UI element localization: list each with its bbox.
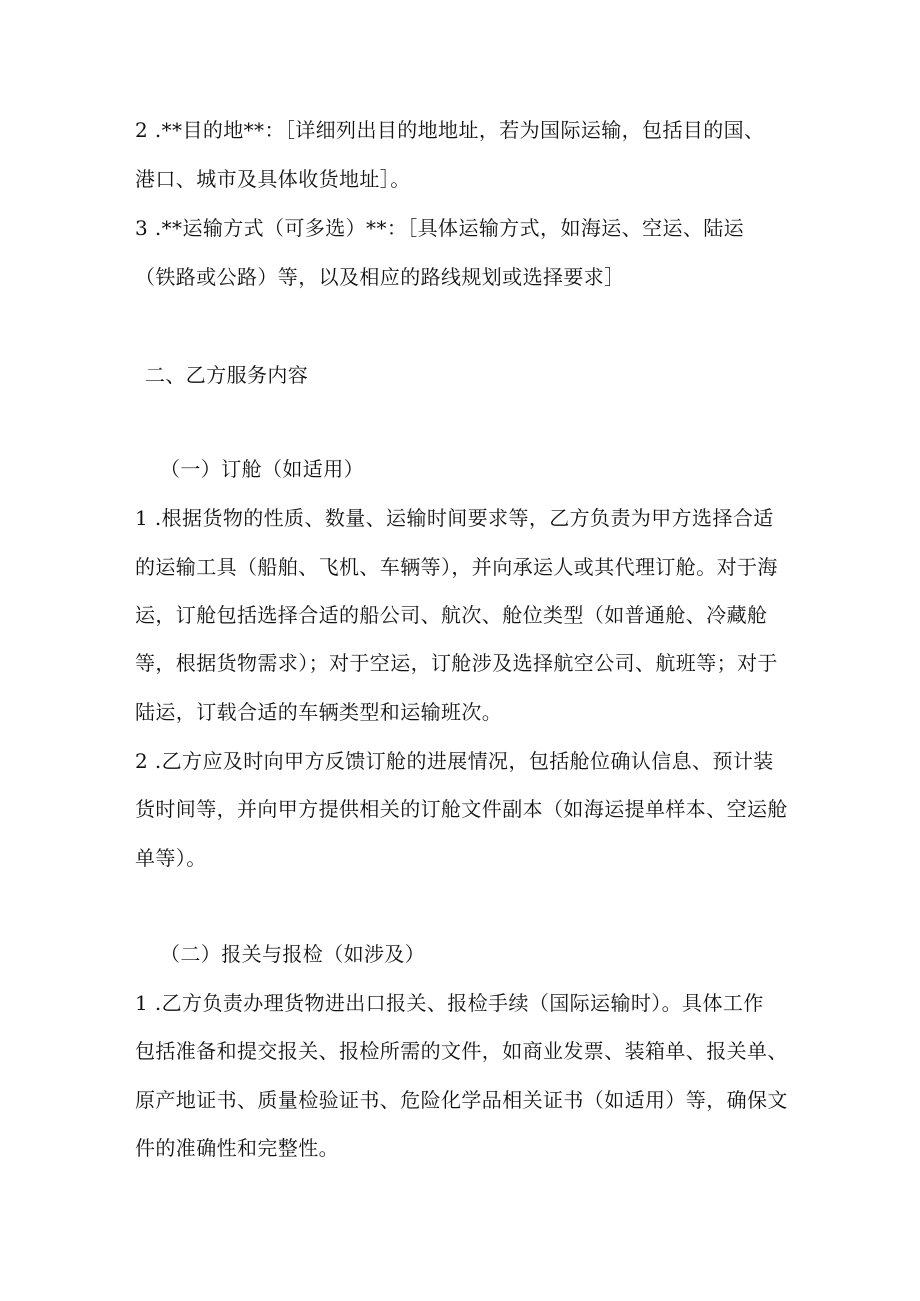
customs-p1-line-2: 包括准备和提交报关、报检所需的文件，如商业发票、装箱单、报关单、 (135, 1039, 788, 1063)
booking-p1-line-1: 1 .根据货物的性质、数量、运输时间要求等，乙方负责为甲方选择合适 (135, 506, 774, 530)
item3-line-2: （铁路或公路）等，以及相应的路线规划或选择要求］ (135, 265, 625, 289)
booking-p2-line-3: 单等）。 (135, 846, 207, 870)
customs-p1-line-4: 件的准确性和完整性。 (135, 1136, 339, 1160)
booking-p1-line-4: 等，根据货物需求）；对于空运，订舱涉及选择航空公司、航班等；对于 (135, 651, 778, 675)
booking-p1-line-3: 运，订舱包括选择合适的船公司、航次、舱位类型（如普通舱、冷藏舱 (135, 603, 768, 627)
item2-line-1: 2 .**目的地**：［详细列出目的地地址，若为国际运输，包括目的国、 (135, 118, 765, 142)
section-heading: 二、乙方服务内容 (145, 363, 309, 387)
item3-line-1: 3 .**运输方式（可多选）**：［具体运输方式，如海运、空运、陆运 (135, 216, 745, 240)
customs-p1-line-1: 1 .乙方负责办理货物进出口报关、报检手续（国际运输时）。具体工作 (135, 991, 764, 1015)
item2-line-2: 港口、城市及具体收货地址］。 (135, 167, 411, 191)
booking-p1-line-5: 陆运，订载合适的车辆类型和运输班次。 (135, 700, 503, 724)
booking-p2-line-2: 货时间等，并向甲方提供相关的订舱文件副本（如海运提单样本、空运舱 (135, 797, 788, 821)
subsection-heading-booking: （一）订舱（如适用） (160, 457, 364, 481)
booking-p1-line-2: 的运输工具（船舶、飞机、车辆等），并向承运人或其代理订舱。对于海 (135, 555, 778, 579)
customs-p1-line-3: 原产地证书、质量检验证书、危险化学品相关证书（如适用）等，确保文 (135, 1088, 788, 1112)
booking-p2-line-1: 2 .乙方应及时向甲方反馈订舱的进展情况，包括舱位确认信息、预计装 (135, 749, 774, 773)
subsection-heading-customs: （二）报关与报检（如涉及） (160, 942, 426, 966)
